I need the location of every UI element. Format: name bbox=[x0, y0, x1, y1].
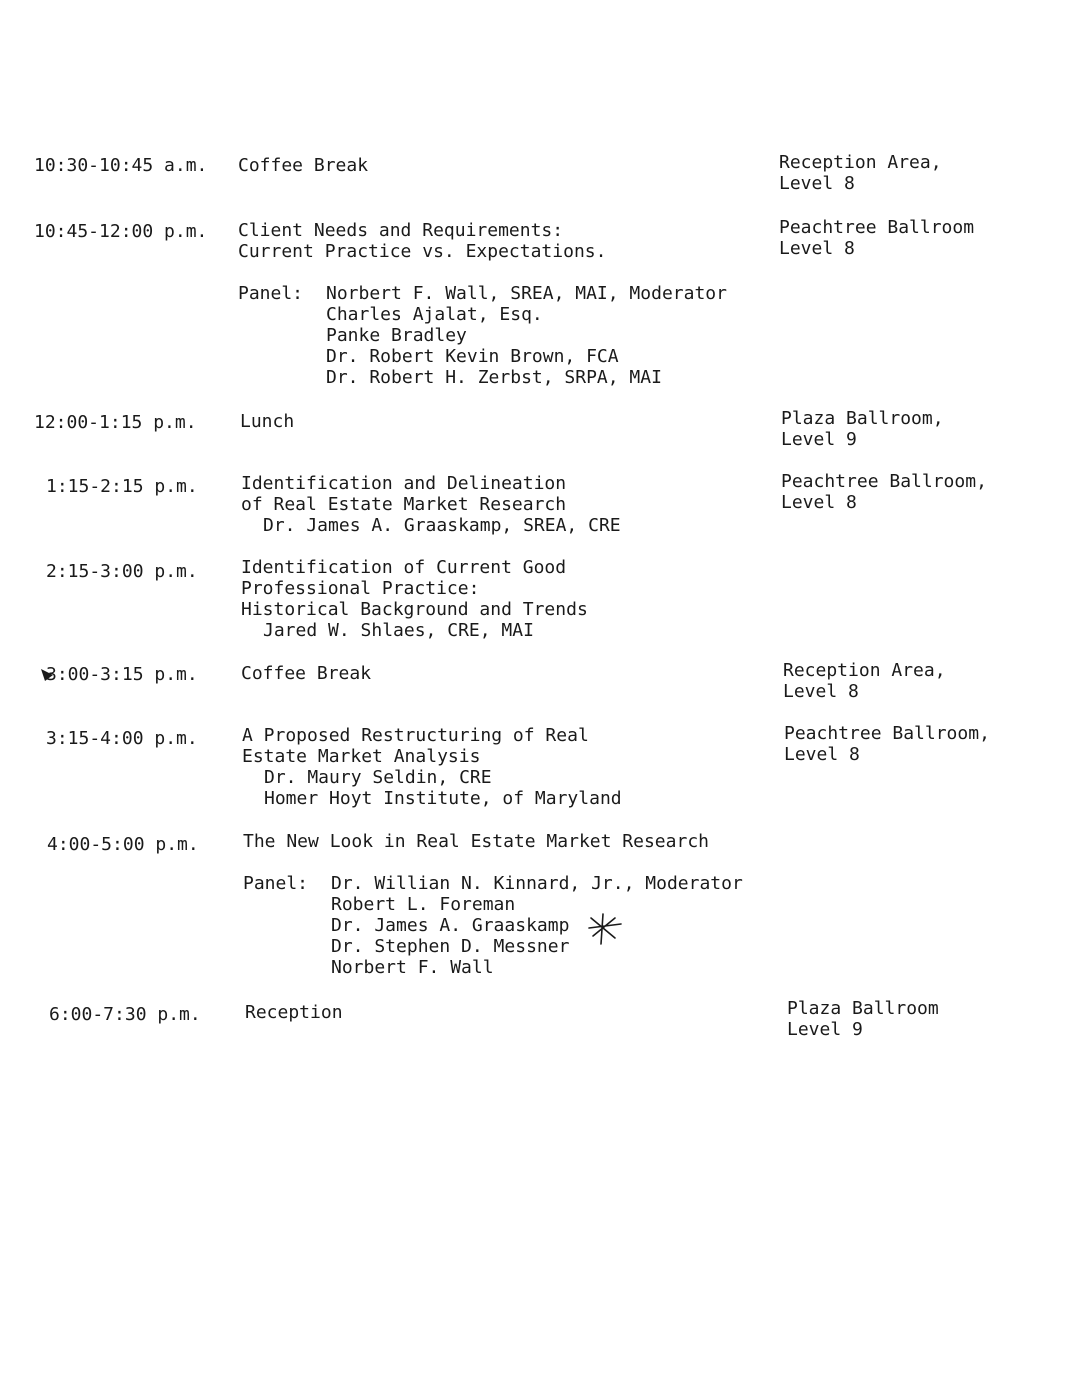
session-title bbox=[240, 411, 294, 432]
session-title bbox=[238, 220, 606, 262]
session-title bbox=[242, 725, 622, 809]
session-location bbox=[781, 471, 987, 513]
session-title bbox=[241, 473, 621, 536]
speaker: Dr. Maury Seldin, CRE bbox=[264, 767, 492, 788]
location-line: Peachtree Ballroom, bbox=[784, 723, 990, 744]
session-time: 1:15-2:15 p.m. bbox=[46, 476, 198, 497]
location-line: Plaza Ballroom, bbox=[781, 408, 944, 429]
session-title bbox=[245, 1002, 343, 1023]
title-line: The New Look in Real Estate Market Research bbox=[243, 831, 709, 852]
panelist: Norbert F. Wall bbox=[331, 957, 494, 978]
title-line: Coffee Break bbox=[241, 663, 372, 684]
location-line: Level 9 bbox=[787, 1019, 863, 1040]
location-line: Peachtree Ballroom bbox=[779, 217, 975, 238]
panelist: Norbert F. Wall, SREA, MAI, Moderator bbox=[326, 283, 727, 304]
session-time: 10:45-12:00 p.m. bbox=[34, 221, 208, 242]
title-line: of Real Estate Market Research bbox=[241, 494, 567, 515]
panelist: Panke Bradley bbox=[326, 325, 467, 346]
speaker: Jared W. Shlaes, CRE, MAI bbox=[263, 620, 534, 641]
location-line: Plaza Ballroom bbox=[787, 998, 939, 1019]
title-line: Historical Background and Trends bbox=[241, 599, 588, 620]
title-line: Identification of Current Good bbox=[241, 557, 567, 578]
location-line: Peachtree Ballroom, bbox=[781, 471, 987, 492]
session-location bbox=[783, 660, 946, 702]
panelist: Dr. Robert Kevin Brown, FCA bbox=[326, 346, 619, 367]
session-location bbox=[787, 998, 939, 1040]
location-line: Level 8 bbox=[779, 238, 855, 259]
location-line: Level 8 bbox=[781, 492, 857, 513]
session-location bbox=[779, 217, 974, 259]
title-line: Client Needs and Requirements: bbox=[238, 220, 564, 241]
session-time: 12:00-1:15 p.m. bbox=[34, 412, 197, 433]
location-line: Reception Area, bbox=[783, 660, 946, 681]
panel-label: Panel: bbox=[238, 283, 304, 304]
session-title bbox=[241, 663, 371, 684]
asterisk-mark-icon bbox=[585, 910, 625, 946]
speaker: Homer Hoyt Institute, of Maryland bbox=[264, 788, 622, 809]
panel-list bbox=[243, 873, 743, 978]
session-title bbox=[241, 557, 588, 641]
title-line: A Proposed Restructuring of Real bbox=[242, 725, 589, 746]
title-line: Professional Practice: bbox=[241, 578, 480, 599]
title-line: Current Practice vs. Expectations. bbox=[238, 241, 607, 262]
title-line: Lunch bbox=[240, 411, 295, 432]
panelist: Dr. Robert H. Zerbst, SRPA, MAI bbox=[326, 367, 662, 388]
session-title bbox=[238, 155, 368, 176]
session-time: 6:00-7:30 p.m. bbox=[49, 1004, 201, 1025]
panelist: Dr. Willian N. Kinnard, Jr., Moderator bbox=[331, 873, 743, 894]
panelist: Charles Ajalat, Esq. bbox=[326, 304, 543, 325]
session-title bbox=[243, 831, 709, 852]
session-time: 10:30-10:45 a.m. bbox=[34, 155, 208, 176]
session-time: 3:00-3:15 p.m. bbox=[46, 664, 198, 685]
panel-label: Panel: bbox=[243, 873, 309, 894]
title-line: Coffee Break bbox=[238, 155, 369, 176]
panelist: Dr. James A. Graaskamp bbox=[331, 915, 570, 936]
location-line: Level 8 bbox=[779, 173, 855, 194]
title-line: Reception bbox=[245, 1002, 343, 1023]
location-line: Level 8 bbox=[783, 681, 859, 702]
speaker: Dr. James A. Graaskamp, SREA, CRE bbox=[263, 515, 621, 536]
location-line: Reception Area, bbox=[779, 152, 942, 173]
session-time: 2:15-3:00 p.m. bbox=[46, 561, 198, 582]
session-time: 3:15-4:00 p.m. bbox=[46, 728, 198, 749]
title-line: Identification and Delineation bbox=[241, 473, 567, 494]
title-line: Estate Market Analysis bbox=[242, 746, 481, 767]
session-time: 4:00-5:00 p.m. bbox=[47, 834, 199, 855]
panelist: Robert L. Foreman bbox=[331, 894, 516, 915]
session-location bbox=[779, 152, 942, 194]
session-location bbox=[781, 408, 944, 450]
location-line: Level 8 bbox=[784, 744, 860, 765]
panel-list bbox=[238, 283, 727, 388]
session-location bbox=[784, 723, 990, 765]
panelist: Dr. Stephen D. Messner bbox=[331, 936, 570, 957]
location-line: Level 9 bbox=[781, 429, 857, 450]
